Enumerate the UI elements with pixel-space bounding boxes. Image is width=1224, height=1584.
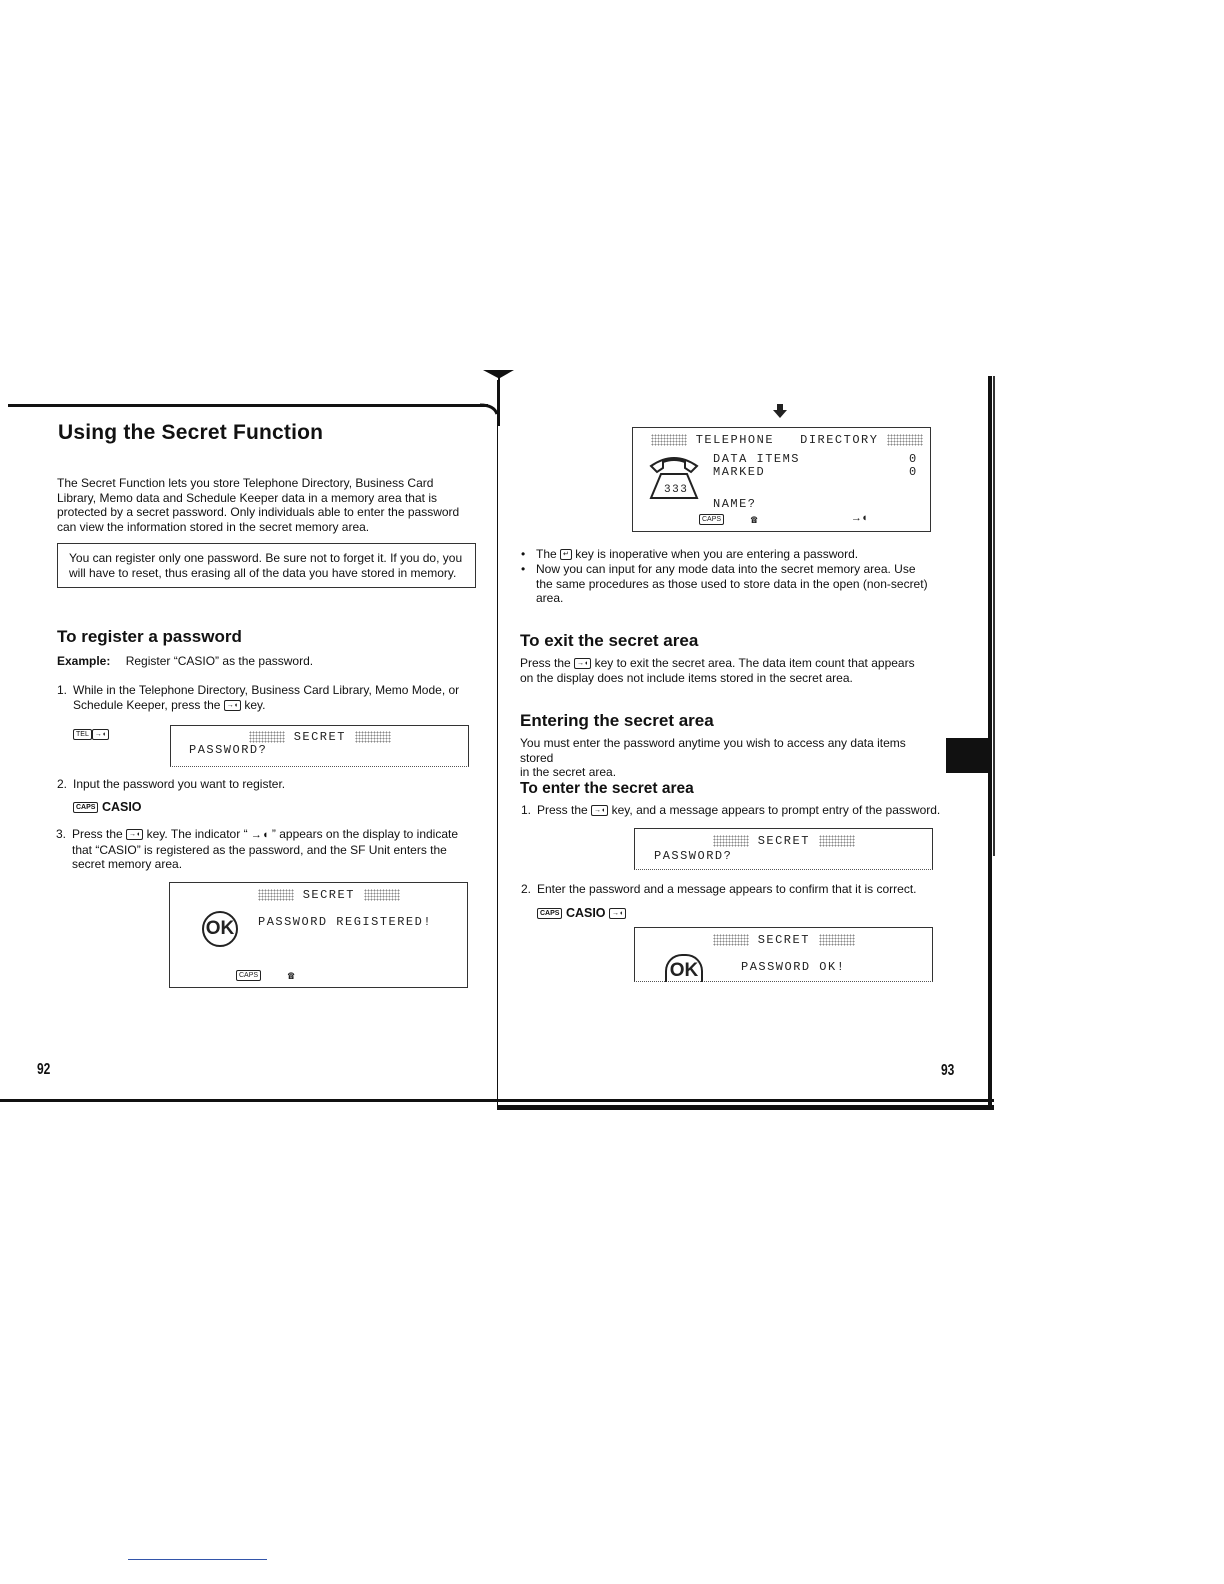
page-number-right: 93 (941, 1062, 955, 1079)
bottom-link-line (128, 1559, 267, 1560)
sf-key-icon: →◖ (574, 658, 591, 669)
shade-icon (249, 731, 285, 743)
entering-heading: Entering the secret area (520, 711, 714, 730)
caps-key-icon: CAPS (699, 514, 724, 525)
shade-icon (364, 889, 400, 901)
lcd-password-ok: SECRET OK PASSWORD OK! (634, 927, 933, 982)
phone-icon: ☎ (750, 515, 759, 527)
right-step-2: 2. Enter the password and a message appears to confirm that it is correct. (521, 882, 917, 896)
sf-key-icon: →◖ (224, 700, 241, 711)
sf-key-icon: →◖ (591, 805, 608, 816)
caps-key-icon: CAPS (236, 970, 261, 981)
step-2-input: CAPS CASIO (73, 800, 142, 814)
lcd-telephone-directory: TELEPHONE DIRECTORY 333 DATA ITEMS 0 MARKED 0 NAME? CAPS ☎ →◖ (632, 427, 931, 532)
caps-key-icon: CAPS (73, 802, 98, 813)
sf-key-icon: →◖ (609, 908, 626, 919)
phone-icon: ☎ (287, 971, 296, 983)
telephone-icon (647, 452, 701, 502)
shade-icon (819, 835, 855, 847)
page-title: Using the Secret Function (58, 421, 324, 444)
bullet-1: • The ↵ key is inoperative when you are entering a password. (521, 547, 859, 561)
down-arrow-icon (773, 404, 787, 423)
lcd-password-registered: SECRET OK PASSWORD REGISTERED! CAPS ☎ (169, 882, 468, 988)
shade-icon (887, 434, 923, 446)
register-heading: To register a password (57, 627, 242, 646)
thumb-tab (946, 738, 990, 773)
right-step-1: 1. Press the →◖ key, and a message appears to prompt entry of the password. (521, 803, 941, 817)
enter-key-icon: ↵ (560, 549, 572, 560)
shade-icon (258, 889, 294, 901)
sf-key-icon: →◖ (92, 729, 109, 740)
page-number-left: 92 (37, 1061, 51, 1078)
exit-paragraph: Press the →◖ key to exit the secret area. The data item count that appears on the display does not include items stored in the secret area. (520, 656, 915, 685)
tel-key-icon: TEL (73, 729, 92, 740)
top-rule-curve (480, 366, 520, 426)
note-box (57, 543, 476, 588)
example-line (57, 654, 313, 669)
shade-icon (355, 731, 391, 743)
lcd-secret-prompt-right: SECRET PASSWORD? (634, 828, 933, 870)
example-label: Example: (57, 654, 111, 668)
svg-text:333: 333 (664, 484, 689, 496)
shade-icon (819, 934, 855, 946)
intro-paragraph: The Secret Function lets you store Telephone Directory, Business Card Library, Memo data and Schedule Keeper data in a memory area that is protected by a secret password. Only individuals able to enter the password can view the information stored in the secret memory area. (57, 476, 460, 534)
bottom-rule-thick (497, 1105, 994, 1110)
entering-paragraph: You must enter the password anytime you wish to access any data items stored in the secret area. (520, 736, 906, 779)
ok-badge-icon: OK (202, 911, 238, 947)
step-1: 1. While in the Telephone Directory, Business Card Library, Memo Mode, or Schedule Keeper, press the →◖ key. (57, 683, 460, 712)
step-2: 2. Input the password you want to register. (57, 777, 286, 791)
sf-indicator-icon: →◖ (250, 829, 269, 841)
ok-badge-icon: OK (665, 954, 703, 982)
right-edge-bar2 (993, 376, 995, 856)
tel-sf-keys (73, 726, 109, 744)
top-rule-left (8, 404, 488, 407)
center-divider (497, 380, 498, 1105)
enter-heading: To enter the secret area (520, 780, 694, 797)
step-3: 3. Press the →◖ key. The indicator “ →◖ ” appears on the display to indicate that “CASIO” is registered as the password, and the SF Unit enters the secret memory area. (56, 827, 459, 871)
sf-indicator-icon: →◖ (853, 513, 870, 525)
shade-icon (713, 835, 749, 847)
shade-icon (651, 434, 687, 446)
shade-icon (713, 934, 749, 946)
exit-heading: To exit the secret area (520, 631, 699, 650)
caps-key-icon: CAPS (537, 908, 562, 919)
bottom-rule (0, 1099, 994, 1102)
sf-key-icon: →◖ (126, 829, 143, 840)
lcd-secret-prompt-left: SECRET PASSWORD? (170, 725, 469, 767)
bullet-2: • Now you can input for any mode data into the secret memory area. Use the same procedures as those used to store data in the open (non-secret) area. (521, 562, 928, 605)
right-step-2-input: CAPS CASIO →◖ (537, 906, 626, 920)
example-text: Register “CASIO” as the password. (125, 654, 314, 668)
note-text: You can register only one password. Be sure not to forget it. If you do, you will have to reset, thus erasing all of the data you have stored in memory. (69, 551, 463, 580)
